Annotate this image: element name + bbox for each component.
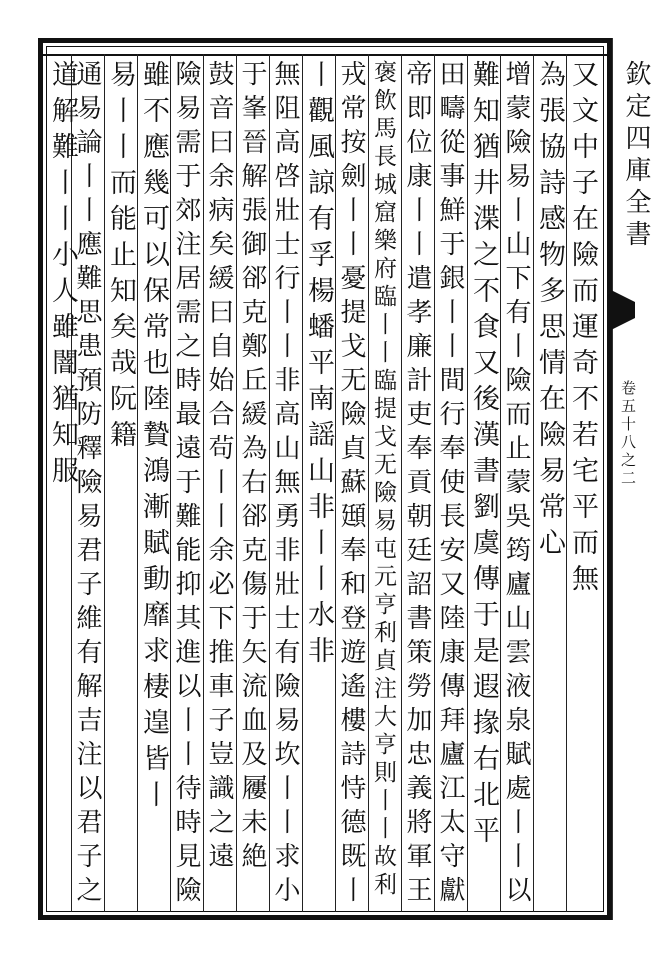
text-column: 帝即位康丨丨遣孝廉計吏奉貢朝廷詔書策勞加忠義將軍王	[402, 60, 432, 910]
text-column: 于峯晉解張御郤克鄭丘緩為右郤克傷于矢流血及屨未絶	[237, 60, 267, 876]
column-divider	[368, 54, 369, 912]
top-rule	[38, 54, 612, 56]
text-column: 易丨丨而能止知矣哉阮籍	[105, 60, 136, 456]
text-column: 為張協詩感物多思情在險易常心	[534, 60, 565, 564]
edge-page-number: 卷五十八之二	[619, 380, 637, 488]
text-column: 通易論丨丨應難思患預防釋險易君子維有解吉注以君子之	[72, 60, 102, 910]
text-column: 難知猶井渫之不食又後漢書劉虞傳于是遐掾右北平	[468, 60, 499, 852]
text-column: 道解難丨丨小人雖闇猶知服	[47, 60, 78, 492]
text-column: 雖不應幾可以保常也陸贄鴻漸賦動靡求棲遑皆丨	[138, 60, 169, 816]
text-column: 田疇從事鮮于銀丨丨間行奉使長安又陸康傳拜廬江太守獻	[435, 60, 465, 910]
text-column: 丨觀風諒有孚楊蟠平南謡山非丨丨水非	[303, 60, 334, 672]
text-column: 褒飲馬長城窟樂府臨丨丨臨提戈无險易屯元亨利貞注大亨則丨丨故利	[370, 60, 396, 900]
edge-book-title: 欽定四庫全書	[621, 60, 651, 252]
text-column: 增蒙險易丨山下有丨險而止蒙吳筠廬山雲液泉賦處丨丨以	[501, 60, 531, 910]
text-column: 戎常按劍丨丨憂提戈无險貞蘇頲奉和登遊遙樓詩恃德既丨	[336, 60, 366, 910]
text-column: 險易需于郊注居需之時最遠于難能抑其進以丨丨待時見險	[171, 60, 201, 910]
text-column: 鼓音曰余病矣緩曰自始合茍丨丨余必下推車子豈識之遠	[204, 60, 234, 876]
text-column: 無阻高啓壯士行丨丨非高山無勇非壯士有險易坎丨丨求小	[270, 60, 300, 910]
text-column: 又文中子在險而運奇不若宅平而無	[567, 60, 598, 600]
